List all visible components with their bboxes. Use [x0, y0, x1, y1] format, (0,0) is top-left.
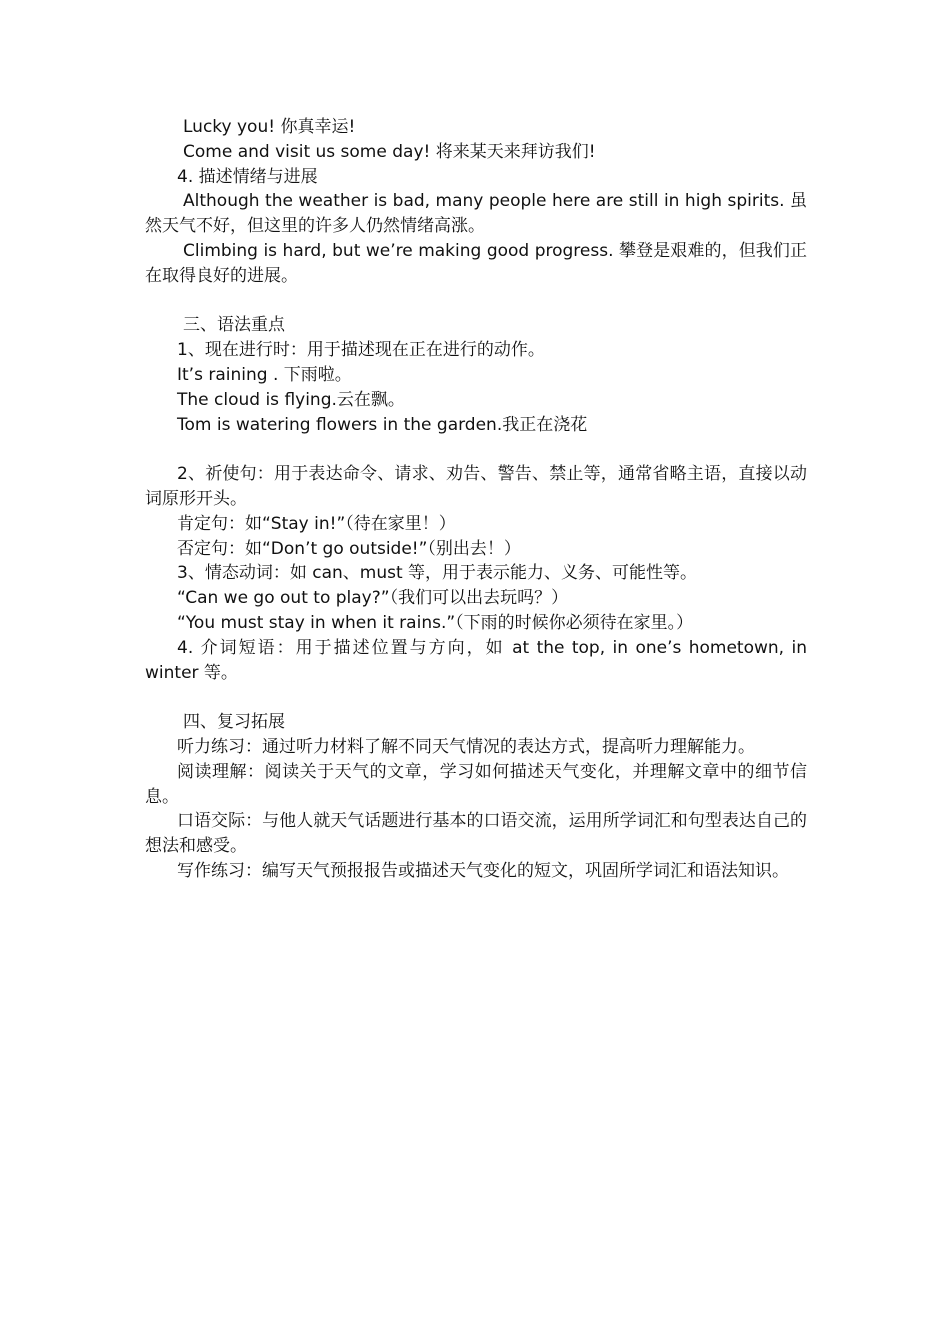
review-speaking: 口语交际：与他人就天气话题进行基本的口语交流，运用所学词汇和句型表达自己的想法和感受。 — [145, 811, 807, 857]
review-heading: 四、复习拓展 — [183, 712, 285, 733]
review-reading: 阅读理解：阅读关于天气的文章，学习如何描述天气变化，并理解文章中的细节信息。 — [145, 761, 807, 807]
review-writing: 写作练习：编写天气预报报告或描述天气变化的短文，巩固所学词汇和语法知识。 — [177, 860, 789, 881]
spacer — [145, 289, 807, 314]
example-positive: 肯定句：如“Stay in!”（待在家里！） — [177, 513, 456, 534]
review-listening: 听力练习：通过听力材料了解不同天气情况的表达方式，提高听力理解能力。 — [177, 736, 755, 757]
grammar-present-continuous: 1、现在进行时：用于描述现在正在进行的动作。 — [177, 340, 545, 361]
grammar-imperative: 2、祈使句：用于表达命令、请求、劝告、警告、禁止等，通常省略主语，直接以动词原形开头。 — [145, 464, 807, 509]
example-stay: “You must stay in when it rains.”（下雨的时候你必须待在家里。） — [177, 612, 694, 633]
spacer — [145, 437, 807, 462]
grammar-prepositional: 4. 介词短语：用于描述位置与方向，如 at the top, in one’s hometown, in winter 等。 — [145, 637, 807, 683]
phrase-visit: Come and visit us some day! 将来某天来拜访我们! — [183, 141, 596, 162]
grammar-modal: 3、情态动词：如 can、must 等，用于表示能力、义务、可能性等。 — [177, 563, 698, 584]
example-play: “Can we go out to play?”（我们可以出去玩吗？） — [177, 588, 569, 609]
example-cloud: The cloud is flying.云在飘。 — [177, 389, 405, 410]
phrase-lucky: Lucky you! 你真幸运! — [183, 117, 356, 137]
document-body — [145, 115, 807, 884]
heading-mood: 4. 描述情绪与进展 — [177, 166, 318, 187]
spacer — [145, 685, 807, 710]
example-tom: Tom is watering flowers in the garden.我正在浇花 — [177, 414, 588, 435]
phrase-climbing: Climbing is hard, but we’re making good progress. 攀登是艰难的，但我们正在取得良好的进展。 — [145, 240, 807, 286]
phrase-spirits: Although the weather is bad, many people here are still in high spirits. 虽然天气不好，但这里的许多人仍然情绪高涨。 — [145, 191, 807, 237]
grammar-heading: 三、语法重点 — [183, 315, 285, 336]
example-negative: 否定句：如“Don’t go outside!”（别出去！） — [177, 538, 521, 559]
example-raining: It’s raining . 下雨啦。 — [177, 364, 352, 385]
